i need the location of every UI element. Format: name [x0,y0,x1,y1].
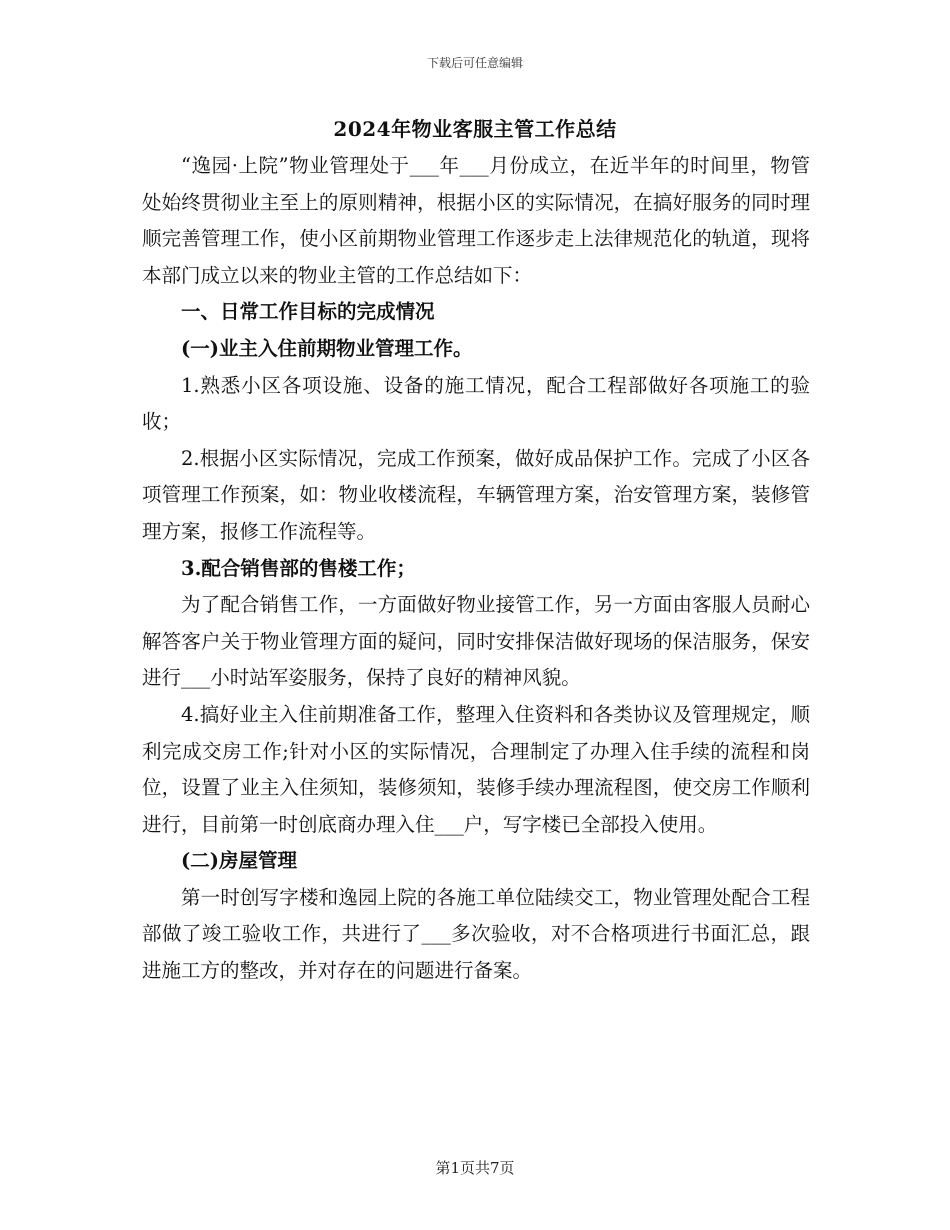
heading-item-3: 3.配合销售部的售楼工作； [181,556,416,580]
paragraph-item-2: 2.根据小区实际情况，完成工作预案，做好成品保护工作。完成了小区各项管理工作预案，如：物业收楼流程，车辆管理方案，治安管理方案，装修管理方案，报修工作流程等。 [142,446,810,543]
heading-subsection-1: (一)业主入住前期物业管理工作。 [181,336,473,360]
paragraph-item-1: 1.熟悉小区各项设施、设备的施工情况，配合工程部做好各项施工的验收； [142,373,810,434]
page-footer: 第1页共7页 [435,1159,515,1177]
paragraph-intro: “逸园·上院”物业管理处于___年___月份成立，在近半年的时间里，物管处始终贯彻业主至上的原则精神，根据小区的实际情况，在搞好服务的同时理顺完善管理工作，使小区前期物业管理工作逐步走上法律规范化的轨道，现将本部门成立以来的物业主管的工作总结如下： [142,154,810,287]
document-body [142,148,810,990]
paragraph-sales-support: 为了配合销售工作，一方面做好物业接管工作，另一方面由客服人员耐心解答客户关于物业管理方面的疑问，同时安排保洁做好现场的保洁服务，保安进行___小时站军姿服务，保持了良好的精神风貌。 [142,593,810,690]
heading-section-1: 一、日常工作目标的完成情况 [181,300,435,324]
heading-subsection-2: (二)房屋管理 [181,849,297,873]
document-title: 2024年物业客服主管工作总结 [333,117,617,141]
paragraph-item-4: 4.搞好业主入住前期准备工作，整理入住资料和各类协议及管理规定，顺利完成交房工作;针对小区的实际情况，合理制定了办理入住手续的流程和岗位，设置了业主入住须知，装修须知，装修手续办理流程图，使交房工作顺利进行，目前第一时创底商办理入住___户，写字楼已全部投入使用。 [142,702,810,836]
header-note: 下载后可任意编辑 [426,56,523,70]
paragraph-housing: 第一时创写字楼和逸园上院的各施工单位陆续交工，物业管理处配合工程部做了竣工验收工作，共进行了___多次验收，对不合格项进行书面汇总，跟进施工方的整改，并对存在的问题进行备案。 [142,885,810,983]
